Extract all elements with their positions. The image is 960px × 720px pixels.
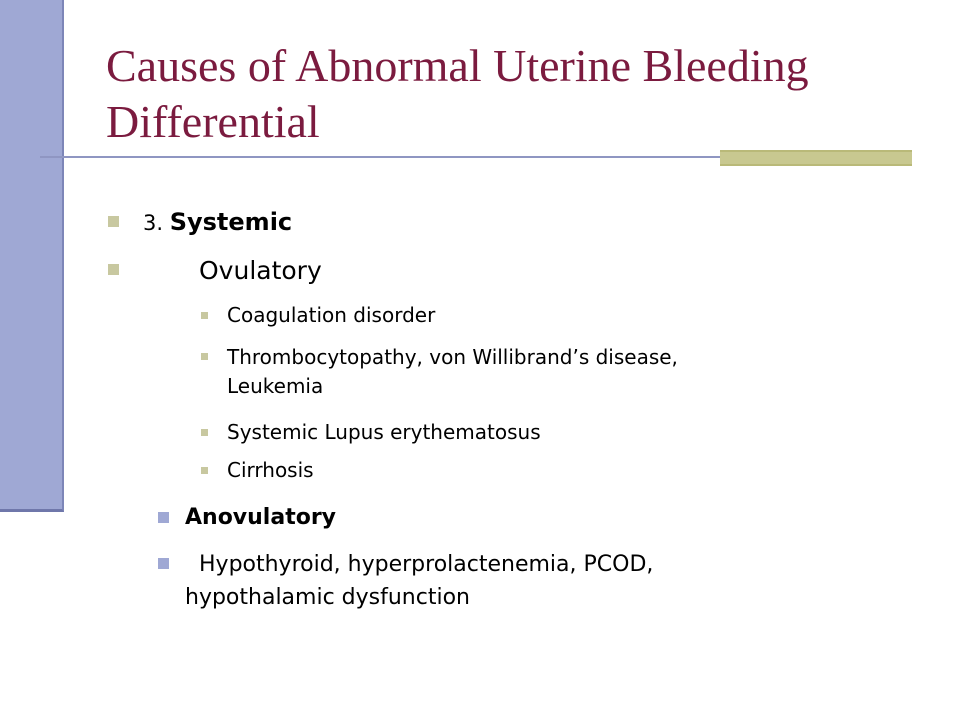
item-lupus-label: Systemic Lupus erythematosus (227, 420, 541, 444)
square-bullet-icon (201, 353, 208, 360)
list-item-hypothyroid (158, 548, 653, 614)
item-ovulatory-label: Ovulatory (199, 256, 322, 285)
title-rule-line (40, 156, 720, 158)
item-thrombocytopathy-line-1: Thrombocytopathy, von Willibrand’s disease, (227, 345, 678, 369)
square-bullet-icon (108, 264, 119, 275)
slide-title (106, 38, 926, 150)
list-item-coagulation (201, 302, 435, 328)
item-coagulation-label: Coagulation disorder (227, 303, 436, 327)
list-item-cirrhosis (201, 457, 314, 483)
square-bullet-icon (201, 467, 208, 474)
title-rule-accent (720, 150, 912, 166)
square-bullet-icon (108, 216, 119, 227)
title-line-2: Differential (106, 96, 320, 147)
square-bullet-icon (201, 429, 208, 436)
square-bullet-icon (201, 312, 208, 319)
left-decor-bar (0, 0, 64, 512)
list-item-systemic (108, 208, 292, 237)
list-item-ovulatory (108, 256, 322, 286)
item-systemic-label: Systemic (169, 208, 293, 236)
list-item-thrombocytopathy (201, 343, 678, 401)
item-anovulatory-label: Anovulatory (185, 505, 337, 530)
list-item-lupus (201, 419, 541, 445)
item-hypothyroid-line-2: hypothalamic dysfunction (185, 585, 470, 610)
title-line-1: Causes of Abnormal Uterine Bleeding (106, 40, 809, 91)
square-bullet-icon (158, 512, 169, 523)
item-hypothyroid-line-1: Hypothyroid, hyperprolactenemia, PCOD, (199, 552, 654, 577)
item-number: 3. (143, 211, 170, 235)
list-item-anovulatory (158, 504, 336, 532)
square-bullet-icon (158, 558, 169, 569)
item-thrombocytopathy-line-2: Leukemia (227, 374, 324, 398)
item-cirrhosis-label: Cirrhosis (227, 458, 314, 482)
